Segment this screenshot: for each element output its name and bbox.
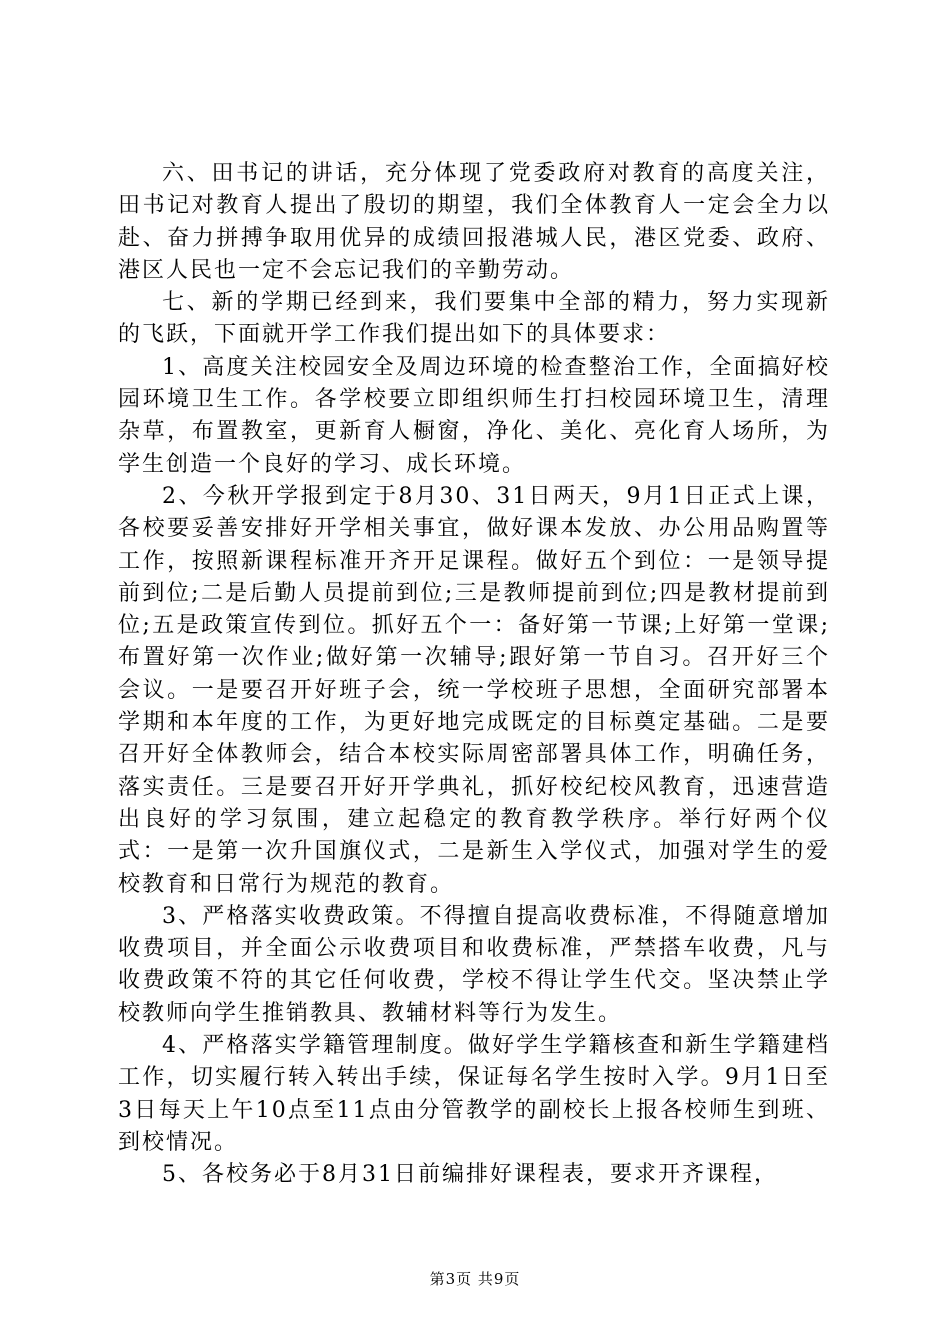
paragraph-item-3-fees: 3、严格落实收费政策。不得擅自提高收费标准，不得随意增加收费项目，并全面公示收费项目和收费标准，严禁搭车收费，凡与收费政策不符的其它任何收费，学校不得让学生代交。坚决禁止学校教师向学生推销教具、教辅材料等行为发生。 [118, 903, 830, 1026]
paragraph-item-4-enrollment: 4、严格落实学籍管理制度。做好学生学籍核查和新生学籍建档工作，切实履行转入转出手续，保证每名学生按时入学。9月1日至3日每天上午10点至11点由分管教学的副校长上报各校师生到班、到校情况。 [118, 1033, 830, 1155]
paragraph-6-speech: 六、田书记的讲话，充分体现了党委政府对教育的高度关注，田书记对教育人提出了殷切的期望，我们全体教育人一定会全力以赴、奋力拼搏争取用优异的成绩回报港城人民，港区党委、政府、港区人民也一定不会忘记我们的辛勤劳动。 [118, 161, 830, 283]
paragraph-item-2-registration: 2、今秋开学报到定于8月30、31日两天，9月1日正式上课，各校要妥善安排好开学相关事宜，做好课本发放、办公用品购置等工作，按照新课程标准开齐开足课程。做好五个到位：一是领导提前到位;二是后勤人员提前到位;三是教师提前到位;四是教材提前到位;五是政策宣传到位。抓好五个一：备好第一节课;上好第一堂课;布置好第一次作业;做好第一次辅导;跟好第一节自习。召开好三个会议。一是要召开好班子会，统一学校班子思想，全面研究部署本学期和本年度的工作，为更好地完成既定的目标奠定基础。二是要召开好全体教师会，结合本校实际周密部署具体工作，明确任务，落实责任。三是要召开好开学典礼，抓好校纪校风教育，迅速营造出良好的学习氛围，建立起稳定的教育教学秩序。举行好两个仪式：一是第一次升国旗仪式，二是新生入学仪式，加强对学生的爱校教育和日常行为规范的教育。 [118, 483, 830, 897]
document-body [118, 158, 830, 1192]
paragraph-item-5-timetable: 5、各校务必于8月31日前编排好课程表，要求开齐课程， [162, 1162, 778, 1188]
paragraph-7-requirements-intro: 七、新的学期已经到来，我们要集中全部的精力，努力实现新的飞跃，下面就开学工作我们提出如下的具体要求： [118, 290, 830, 348]
paragraph-item-1-campus-safety: 1、高度关注校园安全及周边环境的检查整治工作，全面搞好校园环境卫生工作。各学校要立即组织师生打扫校园环境卫生，清理杂草，布置教室，更新育人橱窗，净化、美化、亮化育人场所，为学生创造一个良好的学习、成长环境。 [118, 354, 830, 477]
page-number-footer: 第3页 共9页 [429, 1270, 521, 1288]
